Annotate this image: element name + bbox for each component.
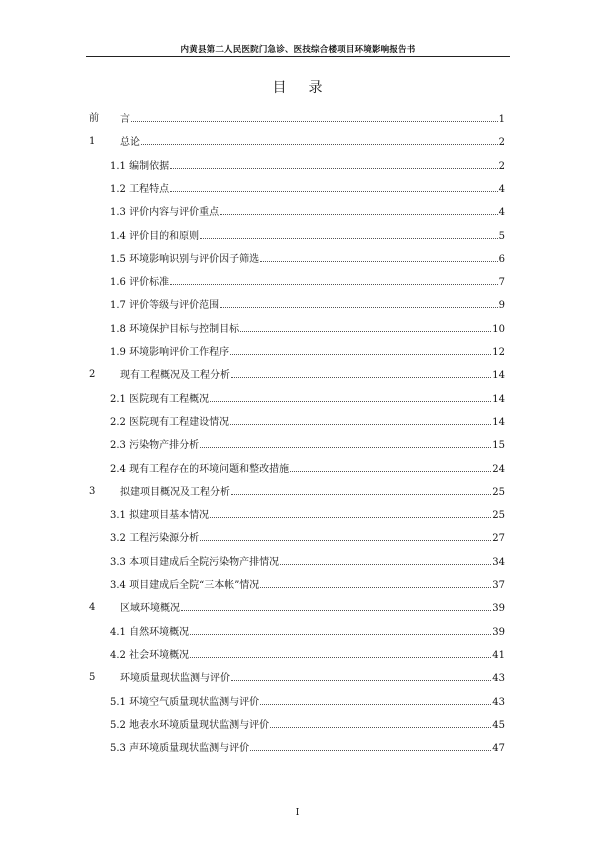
toc-entry-page: 34 — [492, 556, 505, 568]
toc-entry[interactable] — [0, 625, 595, 639]
toc-entry-label: 1.6 评价标准 — [110, 277, 170, 289]
toc-entry-page: 2 — [498, 160, 505, 172]
toc-entry-page: 4 — [498, 207, 505, 219]
toc-entry-line — [110, 415, 505, 429]
toc-entry[interactable] — [0, 135, 595, 149]
dot-leader — [230, 415, 491, 425]
dot-leader — [181, 601, 491, 611]
toc-entry-label: 环境质量现状监测与评价 — [120, 673, 230, 685]
toc-entry-line — [120, 135, 505, 149]
toc-entry[interactable] — [0, 695, 595, 709]
toc-entry-line — [110, 438, 505, 452]
dot-leader — [290, 462, 491, 472]
toc-entry-line — [110, 578, 505, 592]
dot-leader — [170, 275, 498, 285]
toc-entry-number: 3 — [89, 485, 96, 497]
toc-entry-page: 41 — [492, 649, 505, 661]
toc-entry-page: 43 — [492, 696, 505, 708]
toc-entry[interactable] — [0, 229, 595, 243]
dot-leader — [280, 555, 491, 565]
toc-entry-line — [110, 159, 505, 173]
toc-entry-number: 4 — [89, 602, 96, 614]
dot-leader — [240, 322, 491, 332]
toc-entry-label: 5.3 声环境质量现状监测与评价 — [110, 743, 250, 755]
toc-entry-line — [110, 531, 505, 545]
toc-entry[interactable] — [0, 601, 595, 615]
toc-entry[interactable] — [0, 671, 595, 685]
toc-entry-page: 15 — [492, 440, 505, 452]
toc-entry-page: 47 — [492, 743, 505, 755]
toc-entry[interactable] — [0, 368, 595, 382]
toc-entry-line — [110, 648, 505, 662]
toc-entry-label: 1.4 评价目的和原则 — [110, 230, 200, 242]
toc-entry[interactable] — [0, 345, 595, 359]
toc-entry-page: 10 — [492, 323, 505, 335]
toc-entry-line — [120, 485, 505, 499]
toc-entry-label: 2.2 医院现有工程建设情况 — [110, 416, 230, 428]
toc-entry-label: 2.4 现有工程存在的环境问题和整改措施 — [110, 463, 290, 475]
dot-leader — [200, 531, 491, 541]
toc-entry-page: 24 — [492, 463, 505, 475]
toc-entry-line — [110, 695, 505, 709]
dot-leader — [131, 112, 498, 122]
toc-entry-label: 1.8 环境保护目标与控制目标 — [110, 323, 240, 335]
toc-entry-label: 3.2 工程污染源分析 — [110, 533, 200, 545]
dot-leader — [231, 485, 491, 495]
toc-entry[interactable] — [0, 485, 595, 499]
toc-entry-page: 43 — [492, 673, 505, 685]
toc-entry-line — [110, 182, 505, 196]
toc-entry-line — [110, 252, 505, 266]
dot-leader — [260, 695, 491, 705]
toc-entry[interactable] — [0, 415, 595, 429]
toc-entry-number: 1 — [89, 136, 96, 148]
toc-entry[interactable] — [0, 159, 595, 173]
toc-entry-label: 1.9 环境影响评价工作程序 — [110, 347, 230, 358]
running-header: 内黄县第二人民医院门急诊、医技综合楼项目环境影响报告书 — [180, 45, 416, 55]
toc-entry-page: 14 — [492, 393, 505, 405]
toc-entry-page: 39 — [492, 603, 505, 615]
toc-entry-label: 总论 — [120, 137, 140, 149]
dot-leader — [210, 508, 491, 518]
toc-entry-page: 1 — [498, 114, 505, 125]
toc-entry-line — [110, 275, 505, 289]
toc-entry-line — [110, 345, 505, 359]
toc-entry-page: 9 — [498, 300, 505, 312]
toc-entry-label: 5.2 地表水环境质量现状监测与评价 — [110, 719, 270, 731]
toc-entry-label: 4.2 社会环境概况 — [110, 649, 190, 661]
toc-entry-label: 4.1 自然环境概况 — [110, 626, 190, 638]
toc-entry[interactable] — [0, 741, 595, 755]
dot-leader — [231, 368, 491, 378]
toc-entry-line — [110, 625, 505, 639]
dot-leader — [220, 298, 498, 308]
dot-leader — [231, 671, 491, 681]
toc-entry-line — [110, 508, 505, 522]
toc-entry-label: 1.5 环境影响识别与评价因子筛选 — [110, 253, 260, 265]
dot-leader — [141, 135, 498, 145]
toc-entry-label: 3.1 拟建项目基本情况 — [110, 510, 210, 522]
toc-entry[interactable] — [0, 392, 595, 406]
toc-entry-page: 14 — [492, 370, 505, 382]
toc-entry[interactable] — [0, 112, 595, 126]
toc-entry-page: 6 — [498, 253, 505, 265]
header-rule — [86, 56, 510, 57]
toc-entry-label: 2.1 医院现有工程概况 — [110, 393, 210, 405]
toc-entry-page: 27 — [492, 533, 505, 545]
page-number: I — [295, 808, 300, 818]
dot-leader — [210, 392, 491, 402]
dot-leader — [190, 648, 491, 658]
toc-entry-page: 14 — [492, 416, 505, 428]
toc-entry-line — [120, 601, 505, 615]
dot-leader — [220, 205, 498, 215]
toc-entry-label: 1.1 编制依据 — [110, 160, 170, 172]
toc-entry-line — [110, 718, 505, 732]
toc-entry-line — [110, 462, 505, 476]
toc-entry[interactable] — [0, 648, 595, 662]
dot-leader — [250, 741, 491, 751]
toc-entry-label: 1.3 评价内容与评价重点 — [110, 207, 220, 219]
dot-leader — [190, 625, 491, 635]
toc-entry[interactable] — [0, 462, 595, 476]
dot-leader — [230, 345, 491, 355]
toc-entry-page: 25 — [492, 510, 505, 522]
toc-entry[interactable] — [0, 205, 595, 219]
toc-entry[interactable] — [0, 275, 595, 289]
toc-entry[interactable] — [0, 508, 595, 522]
toc-entry-page: 7 — [498, 277, 505, 289]
toc-entry-line — [110, 555, 505, 569]
toc-entry-label: 2.3 污染物产排分析 — [110, 440, 200, 452]
toc-title: 目录 — [272, 80, 345, 96]
dot-leader — [260, 578, 491, 588]
toc-entry-page: 45 — [492, 719, 505, 731]
toc-entry-label: 言 — [120, 114, 130, 125]
toc-entry-page: 25 — [492, 486, 505, 498]
toc-entry[interactable] — [0, 322, 595, 336]
toc-entry[interactable] — [0, 555, 595, 569]
toc-entry-page: 5 — [498, 230, 505, 242]
dot-leader — [170, 182, 498, 192]
toc-entry-page: 2 — [498, 137, 505, 149]
toc-entry-number: 前 — [89, 113, 99, 124]
toc-entry-number: 2 — [89, 369, 96, 381]
toc-entry-label: 3.3 本项目建成后全院污染物产排情况 — [110, 556, 280, 568]
toc-entry-line — [110, 229, 505, 243]
dot-leader — [200, 229, 498, 239]
toc-entry-number: 5 — [89, 672, 96, 684]
dot-leader — [260, 252, 498, 262]
toc-entry-label: 5.1 环境空气质量现状监测与评价 — [110, 696, 260, 708]
toc-entry-line — [110, 205, 505, 219]
toc-entry-line — [110, 322, 505, 336]
toc-entry-page: 4 — [498, 183, 505, 195]
toc-entry-page: 37 — [492, 580, 505, 591]
toc-entry-page: 12 — [492, 347, 505, 358]
toc-entry-label: 1.7 评价等级与评价范围 — [110, 300, 220, 312]
toc-entry-label: 现有工程概况及工程分析 — [120, 370, 230, 382]
toc-entry-label: 拟建项目概况及工程分析 — [120, 486, 230, 498]
toc-entry-line — [120, 112, 505, 126]
toc-entry[interactable] — [0, 298, 595, 312]
dot-leader — [170, 159, 498, 169]
toc-entry[interactable] — [0, 438, 595, 452]
toc-entry[interactable] — [0, 578, 595, 592]
toc-entry[interactable] — [0, 531, 595, 545]
toc-entry[interactable] — [0, 718, 595, 732]
toc-entry[interactable] — [0, 252, 595, 266]
toc-entry-page: 39 — [492, 626, 505, 638]
toc-entry-line — [110, 298, 505, 312]
toc-entry-line — [110, 392, 505, 406]
dot-leader — [200, 438, 491, 448]
toc-entry-line — [120, 368, 505, 382]
toc-entry-line — [110, 741, 505, 755]
toc-entry-line — [120, 671, 505, 685]
toc-entry-label: 3.4 项目建成后全院“三本帐”情况 — [110, 580, 260, 591]
toc-entry[interactable] — [0, 182, 595, 196]
dot-leader — [270, 718, 491, 728]
toc-entry-label: 区域环境概况 — [120, 603, 180, 615]
toc-entry-label: 1.2 工程特点 — [110, 183, 170, 195]
